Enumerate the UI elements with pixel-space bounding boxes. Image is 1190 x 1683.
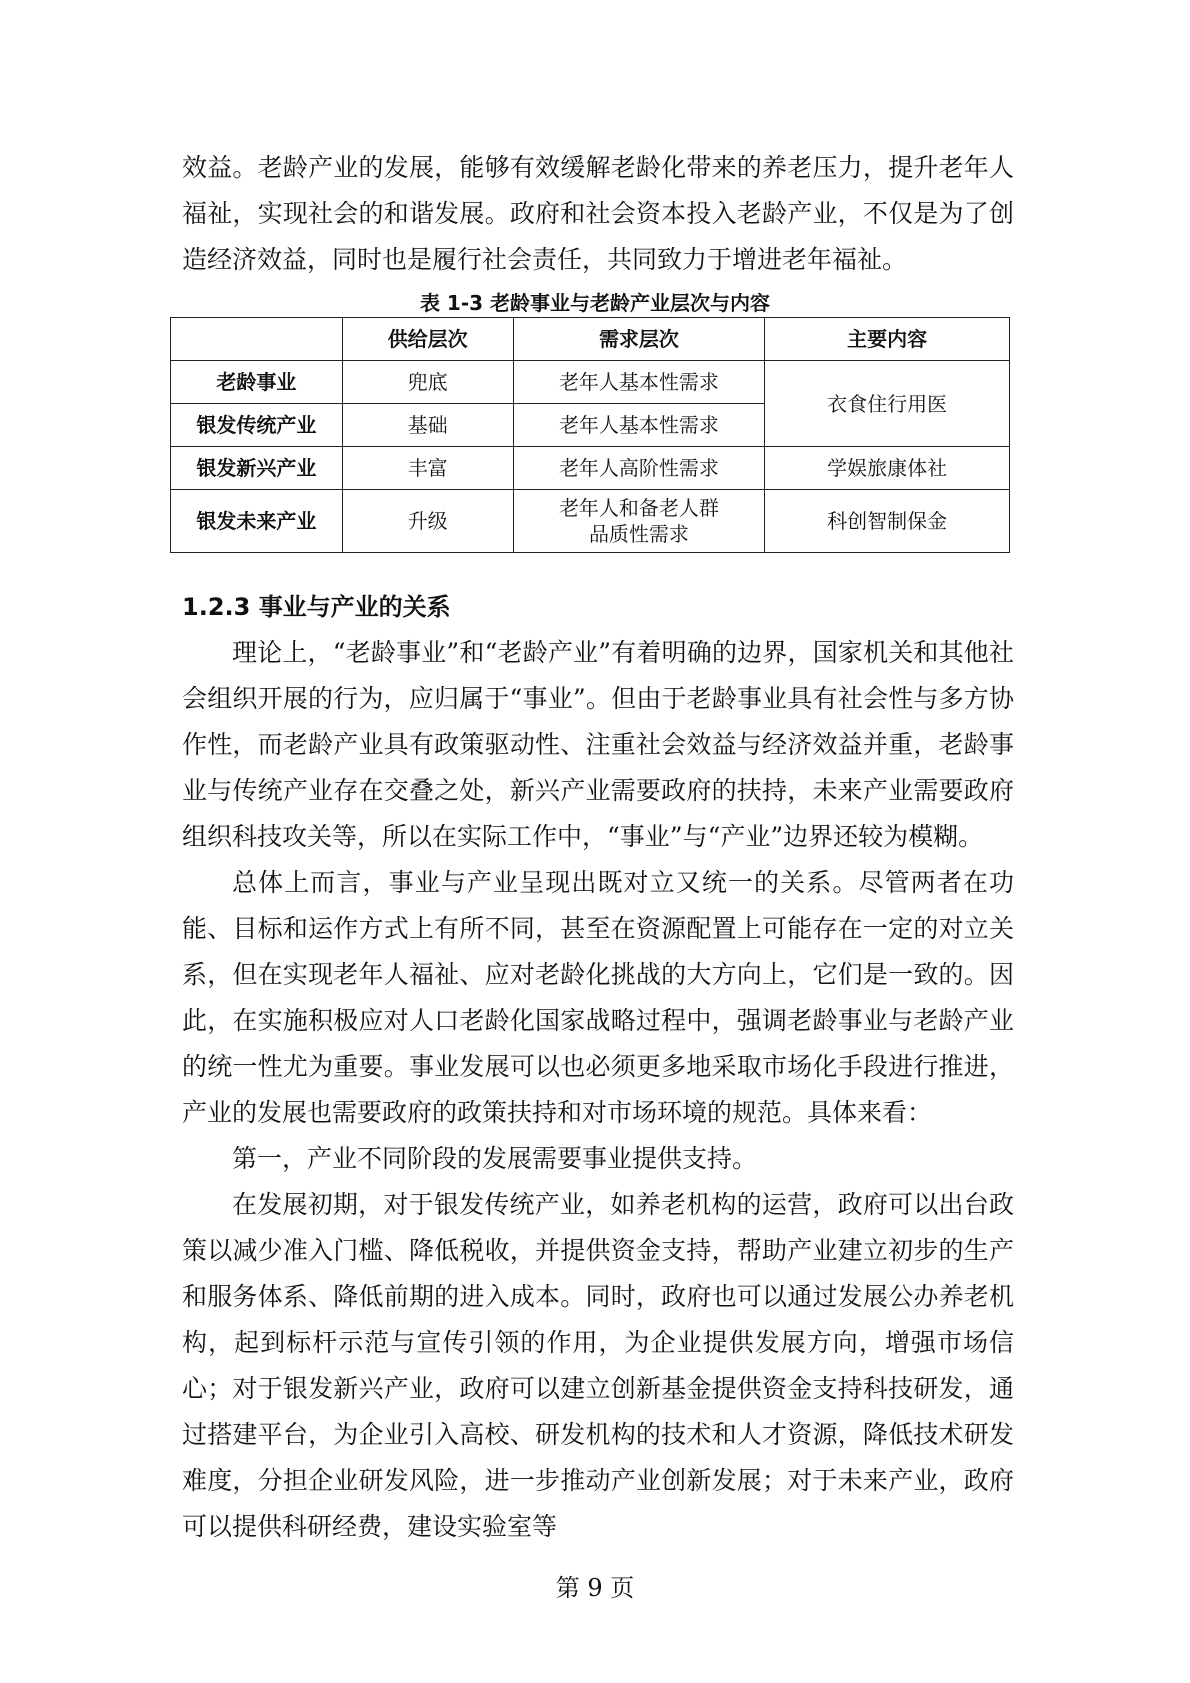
demand-cell: 老年人基本性需求 — [513, 404, 765, 447]
content-cell: 学娱旅康体社 — [765, 447, 1010, 490]
body-paragraph: 总体上而言，事业与产业呈现出既对立又统一的关系。尽管两者在功能、目标和运作方式上有所不同，甚至在资源配置上可能存在一定的对立关系，但在实现老年人福祉、应对老龄化挑战的大方向上，它们是一致的。因此，在实施积极应对人口老龄化国家战略过程中，强调老龄事业与老龄产业的统一性尤为重要。事业发展可以也必须更多地采取市场化手段进行推进，产业的发展也需要政府的政策扶持和对市场环境的规范。具体来看： — [182, 868, 1014, 1127]
demand-line: 品质性需求 — [588, 522, 689, 546]
row-name-cell: 银发新兴产业 — [171, 447, 343, 490]
demand-cell — [513, 490, 765, 553]
table-header-cell — [171, 318, 343, 361]
body-paragraph: 在发展初期，对于银发传统产业，如养老机构的运营，政府可以出台政策以减少准入门槛、降低税收，并提供资金支持，帮助产业建立初步的生产和服务体系、降低前期的进入成本。同时，政府也可以通过发展公办养老机构，起到标杆示范与宣传引领的作用，为企业提供发展方向，增强市场信心；对于银发新兴产业，政府可以建立创新基金提供资金支持科技研发，通过搭建平台，为企业引入高校、研发机构的技术和人才资源，降低技术研发难度，分担企业研发风险，进一步推动产业创新发展；对于未来产业，政府可以提供科研经费，建设实验室等 — [182, 1190, 1014, 1541]
supply-cell: 兜底 — [342, 361, 513, 404]
demand-cell: 老年人基本性需求 — [513, 361, 765, 404]
table-header-row — [171, 318, 1010, 361]
body-paragraph: 理论上，“老龄事业”和“老龄产业”有着明确的边界，国家机关和其他社会组织开展的行为，应归属于“事业”。但由于老龄事业具有社会性与多方协作性，而老龄产业具有政策驱动性、注重社会效益与经济效益并重，老龄事业与传统产业存在交叠之处，新兴产业需要政府的扶持，未来产业需要政府组织科技攻关等，所以在实际工作中，“事业”与“产业”边界还较为模糊。 — [182, 638, 1014, 851]
table-row — [171, 447, 1010, 490]
supply-cell: 基础 — [342, 404, 513, 447]
table-header-cell: 主要内容 — [765, 318, 1010, 361]
body-text — [182, 630, 1014, 1550]
table-row — [171, 361, 1010, 404]
table-header-cell: 供给层次 — [342, 318, 513, 361]
table-caption: 表 1-3 老龄事业与老龄产业层次与内容 — [419, 291, 771, 315]
body-paragraph: 第一，产业不同阶段的发展需要事业提供支持。 — [232, 1144, 758, 1173]
supply-cell: 升级 — [342, 490, 513, 553]
row-name-cell: 银发传统产业 — [171, 404, 343, 447]
row-name-cell: 老龄事业 — [171, 361, 343, 404]
table-row — [171, 490, 1010, 553]
content-cell: 科创智制保金 — [765, 490, 1010, 553]
demand-line: 老年人和备老人群 — [558, 496, 719, 520]
page-number: 第 9 页 — [555, 1574, 635, 1602]
demand-cell: 老年人高阶性需求 — [513, 447, 765, 490]
supply-cell: 丰富 — [342, 447, 513, 490]
table-header-cell: 需求层次 — [513, 318, 765, 361]
section-heading: 1.2.3 事业与产业的关系 — [182, 593, 451, 621]
content-cell-merged: 衣食住行用医 — [765, 361, 1010, 447]
layers-table — [170, 317, 1010, 553]
row-name-cell: 银发未来产业 — [171, 490, 343, 553]
intro-paragraph: 效益。老龄产业的发展，能够有效缓解老龄化带来的养老压力，提升老年人福祉，实现社会的和谐发展。政府和社会资本投入老龄产业，不仅是为了创造经济效益，同时也是履行社会责任，共同致力于增进老年福祉。 — [182, 153, 1014, 274]
